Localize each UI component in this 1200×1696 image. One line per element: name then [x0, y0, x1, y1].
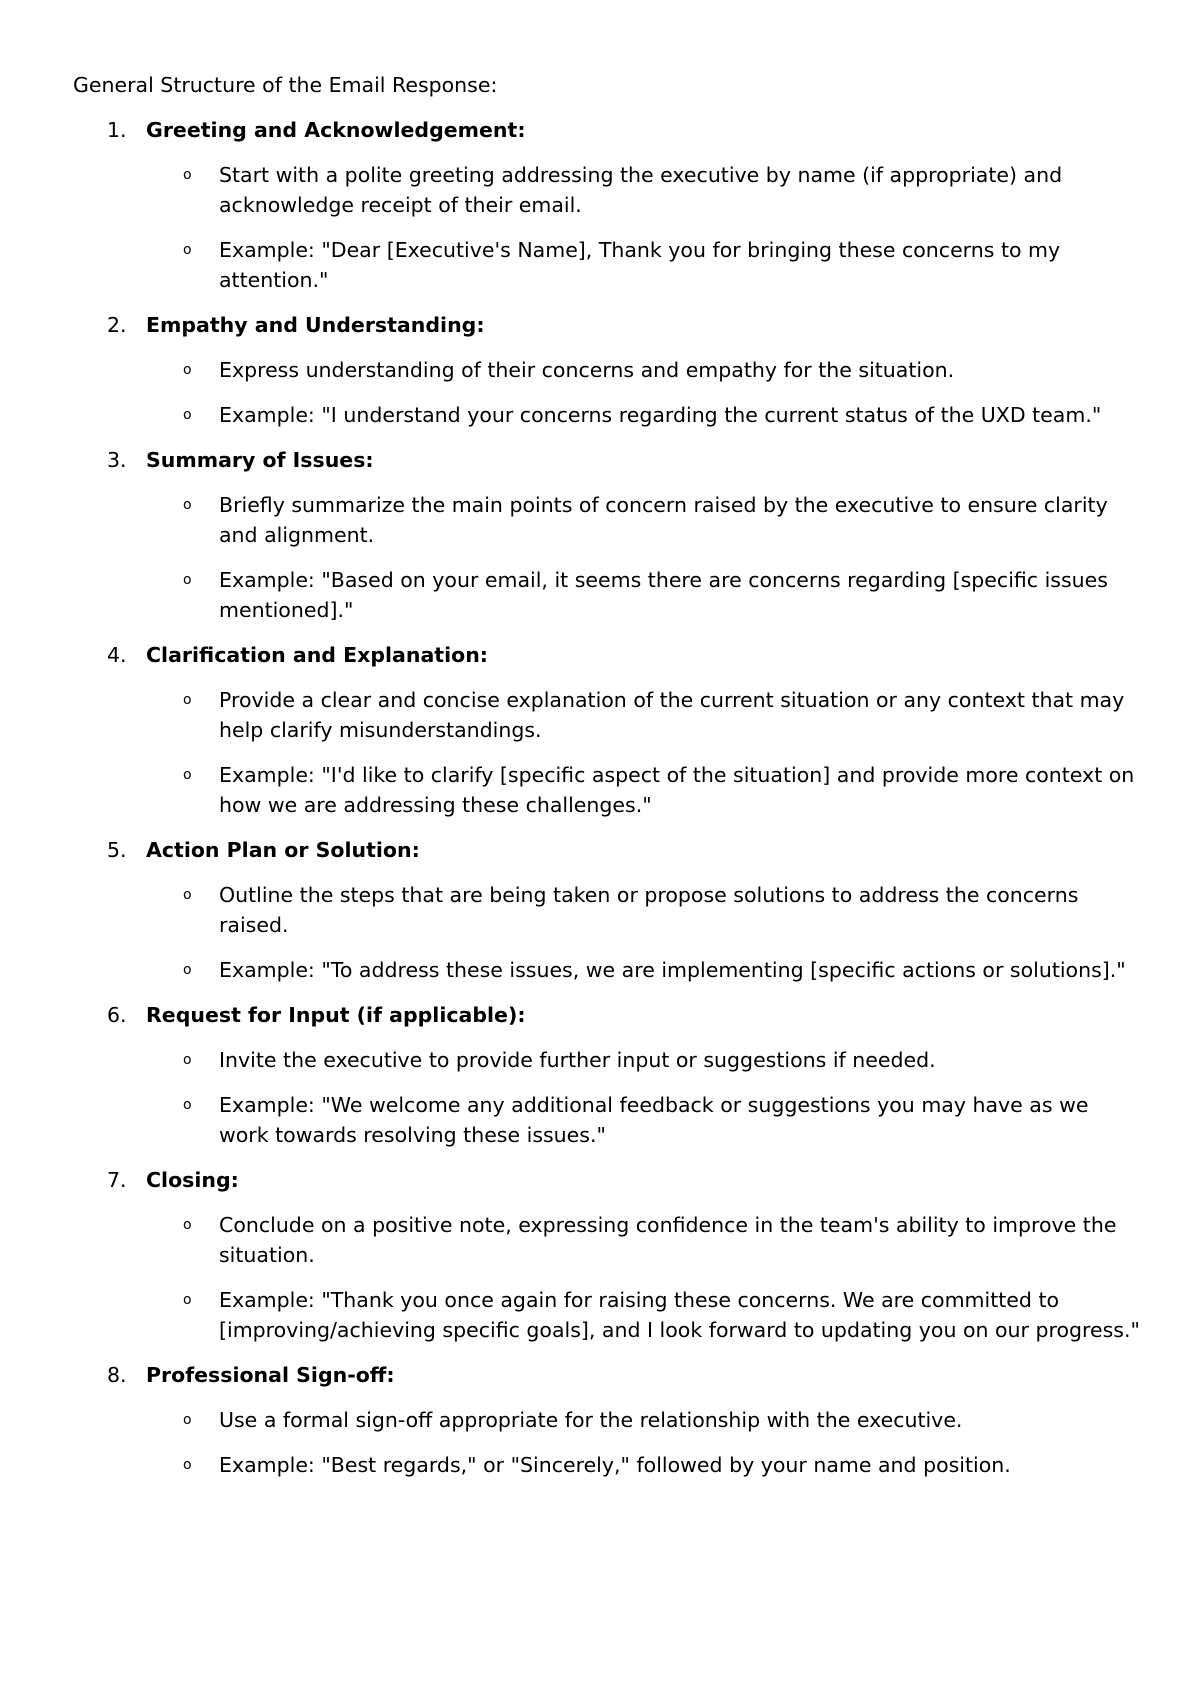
section-heading: Closing:: [146, 1168, 239, 1192]
bullet-icon: o: [183, 497, 192, 513]
bullet-text: Conclude on a positive note, expressing confidence in the team's ability to improve the situation.: [219, 1213, 1117, 1267]
section-heading: Professional Sign-off:: [146, 1363, 395, 1387]
section-number: 4.: [107, 643, 127, 667]
section-number: 5.: [107, 838, 127, 862]
section-number: 7.: [107, 1168, 127, 1192]
bullet-list: [73, 1405, 1140, 1480]
bullet-item: [73, 565, 1140, 625]
section-number: 1.: [107, 118, 127, 142]
bullet-item: [73, 1045, 1140, 1075]
section-number: 3.: [107, 448, 127, 472]
section-heading: Action Plan or Solution:: [146, 838, 420, 862]
bullet-item: [73, 685, 1140, 745]
bullet-text: Example: "To address these issues, we are implementing [specific actions or solutions].": [219, 958, 1126, 982]
section-item: [73, 1000, 1140, 1150]
bullet-icon: o: [183, 1052, 192, 1068]
section-heading: Summary of Issues:: [146, 448, 374, 472]
section-item: [73, 1360, 1140, 1480]
section-heading-row: [73, 310, 1140, 340]
section-item: [73, 640, 1140, 820]
bullet-icon: o: [183, 962, 192, 978]
bullet-list: [73, 1045, 1140, 1150]
bullet-icon: o: [183, 1292, 192, 1308]
bullet-list: [73, 355, 1140, 430]
section-heading-row: [73, 835, 1140, 865]
bullet-list: [73, 490, 1140, 625]
section-heading-row: [73, 1165, 1140, 1195]
bullet-list: [73, 160, 1140, 295]
bullet-text: Example: "Thank you once again for raising these concerns. We are committed to [improving/achieving specific goals], and I look forward to updating you on our progress.": [219, 1288, 1140, 1342]
section-item: [73, 835, 1140, 985]
section-heading: Request for Input (if applicable):: [146, 1003, 526, 1027]
section-heading-row: [73, 115, 1140, 145]
section-heading: Clarification and Explanation:: [146, 643, 488, 667]
section-heading-row: [73, 1360, 1140, 1390]
section-item: [73, 1165, 1140, 1345]
bullet-icon: o: [183, 167, 192, 183]
bullet-icon: o: [183, 1097, 192, 1113]
bullet-list: [73, 1210, 1140, 1345]
bullet-item: [73, 1285, 1140, 1345]
bullet-icon: o: [183, 362, 192, 378]
bullet-text: Example: "We welcome any additional feedback or suggestions you may have as we work towards resolving these issues.": [219, 1093, 1089, 1147]
bullet-list: [73, 685, 1140, 820]
bullet-icon: o: [183, 407, 192, 423]
bullet-text: Example: "I'd like to clarify [specific aspect of the situation] and provide more context on how we are addressing these challenges.": [219, 763, 1135, 817]
bullet-icon: o: [183, 692, 192, 708]
bullet-item: [73, 1405, 1140, 1435]
bullet-text: Example: "I understand your concerns regarding the current status of the UXD team.": [219, 403, 1102, 427]
bullet-icon: o: [183, 242, 192, 258]
bullet-item: [73, 1210, 1140, 1270]
bullet-icon: o: [183, 1457, 192, 1473]
bullet-text: Briefly summarize the main points of concern raised by the executive to ensure clarity and alignment.: [219, 493, 1108, 547]
bullet-text: Invite the executive to provide further input or suggestions if needed.: [219, 1048, 936, 1072]
bullet-icon: o: [183, 1412, 192, 1428]
bullet-item: [73, 235, 1140, 295]
section-number: 6.: [107, 1003, 127, 1027]
bullet-item: [73, 490, 1140, 550]
bullet-text: Provide a clear and concise explanation of the current situation or any context that may help clarify misunderstandings.: [219, 688, 1125, 742]
bullet-item: [73, 160, 1140, 220]
section-item: [73, 445, 1140, 625]
section-heading-row: [73, 1000, 1140, 1030]
bullet-text: Outline the steps that are being taken or propose solutions to address the concerns raised.: [219, 883, 1079, 937]
section-number: 8.: [107, 1363, 127, 1387]
bullet-icon: o: [183, 767, 192, 783]
section-heading-row: [73, 445, 1140, 475]
section-item: [73, 115, 1140, 295]
bullet-icon: o: [183, 1217, 192, 1233]
section-list: [73, 115, 1140, 1480]
bullet-text: Example: "Dear [Executive's Name], Thank you for bringing these concerns to my attention.": [219, 238, 1061, 292]
section-number: 2.: [107, 313, 127, 337]
bullet-item: [73, 355, 1140, 385]
section-item: [73, 310, 1140, 430]
bullet-item: [73, 955, 1140, 985]
bullet-item: [73, 1090, 1140, 1150]
section-heading-row: [73, 640, 1140, 670]
bullet-icon: o: [183, 572, 192, 588]
bullet-text: Example: "Based on your email, it seems there are concerns regarding [specific issues mentioned].": [219, 568, 1108, 622]
bullet-item: [73, 400, 1140, 430]
bullet-text: Example: "Best regards," or "Sincerely," followed by your name and position.: [219, 1453, 1011, 1477]
bullet-item: [73, 880, 1140, 940]
bullet-text: Start with a polite greeting addressing the executive by name (if appropriate) and acknowledge receipt of their email.: [219, 163, 1063, 217]
bullet-item: [73, 760, 1140, 820]
document-title: General Structure of the Email Response:: [73, 73, 498, 97]
bullet-icon: o: [183, 887, 192, 903]
bullet-list: [73, 880, 1140, 985]
section-heading: Empathy and Understanding:: [146, 313, 485, 337]
bullet-item: [73, 1450, 1140, 1480]
bullet-text: Express understanding of their concerns and empathy for the situation.: [219, 358, 955, 382]
section-heading: Greeting and Acknowledgement:: [146, 118, 526, 142]
bullet-text: Use a formal sign-off appropriate for the relationship with the executive.: [219, 1408, 963, 1432]
